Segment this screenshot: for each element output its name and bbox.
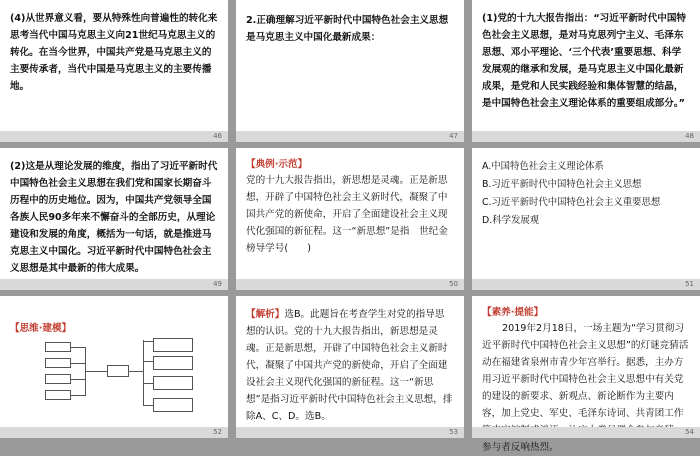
slide-number: 54 — [685, 428, 694, 436]
slide-footer-strip — [472, 279, 700, 290]
diagram-connector — [143, 361, 153, 362]
option-d[interactable]: D.科学发展观 — [482, 215, 540, 226]
diagram-box — [153, 338, 193, 352]
slide-footer-strip — [236, 427, 464, 438]
slide-footer-strip — [236, 131, 464, 142]
diagram-box — [45, 374, 71, 384]
slide-text: (2)这是从理论发展的维度，指出了习近平新时代中国特色社会主义思想在我们党和国家长期奋斗历程中的历史地位。因为，中国共产党领导全国各族人民90多年来不懈奋斗的全部历史，从理论建设和发展的角度，概括为一句话，就是推进马克思主义中国化。习近平新时代中国特色社会主义思想是其中最新的伟大成果。 — [10, 161, 218, 274]
slide-text: (1)党的十九大报告指出：“习近平新时代中国特色社会主义思想，是对马克思列宁主义、毛泽东思想、邓小平理论、‘三个代表’重要思想、科学发展观的继承和发展，是马克思主义中国化最新成果，是党和人民实践经验和集体智慧的结晶，是中国特色社会主义理论体系的重要组成部分。” — [482, 13, 687, 109]
example-tag: 【典例·示范】 — [246, 159, 308, 170]
diagram-box — [45, 358, 71, 368]
slide-52[interactable] — [0, 296, 228, 438]
diagram-connector — [143, 383, 153, 384]
option-a[interactable]: A.中国特色社会主义理论体系 — [482, 161, 604, 172]
slide-49[interactable] — [0, 148, 228, 290]
diagram-box — [45, 342, 71, 352]
concept-map-diagram — [45, 338, 215, 418]
diagram-connector — [71, 347, 85, 348]
slide-number: 46 — [213, 132, 222, 140]
option-c[interactable]: C.习近平新时代中国特色社会主义重要思想 — [482, 197, 661, 208]
slide-footer-strip — [236, 279, 464, 290]
diagram-connector — [71, 379, 85, 380]
slide-text: 党的十九大报告指出，新思想是灵魂。正是新思想，开辟了中国特色社会主义新时代，凝聚了中国共产党的新使命，开启了全面建设社会主义现代化强国的新征程。这一“新思想”是指 世纪金榜导学号( ) — [246, 175, 448, 254]
answer-options — [482, 158, 660, 230]
slide-number: 48 — [685, 132, 694, 140]
diagram-connector — [71, 395, 85, 396]
diagram-connector — [129, 371, 143, 372]
slide-51[interactable] — [472, 148, 700, 290]
slide-text: 2019年2月18日，一场主题为“学习贯彻习近平新时代中国特色社会主义思想”的灯谜竞猜活动在福建省泉州市青少年宫举行。据悉，主办方用习近平新时代中国特色社会主义思想中有关党的建设的新要求、新观点、新论断作为主要内容，加上党史、军史、毛泽东诗词、共青团工作 参与者反响热烈。 — [482, 323, 689, 453]
slide-footer-strip — [0, 279, 228, 290]
slide-48[interactable] — [472, 0, 700, 142]
slide-number: 51 — [685, 280, 694, 288]
slide-54[interactable] — [472, 296, 700, 453]
thinking-model-tag: 【思维·建模】 — [10, 323, 72, 334]
diagram-box — [153, 398, 193, 412]
slide-number: 53 — [449, 428, 458, 436]
slide-footer-strip — [472, 427, 700, 438]
slide-number: 47 — [449, 132, 458, 140]
option-b[interactable]: B.习近平新时代中国特色社会主义思想 — [482, 179, 642, 190]
diagram-box — [153, 376, 193, 390]
analysis-tag: 【解析】 — [246, 309, 285, 320]
diagram-connector — [143, 341, 153, 342]
slide-text — [246, 306, 454, 425]
diagram-connector — [85, 371, 107, 372]
slide-footer-strip — [472, 131, 700, 142]
slide-46[interactable] — [0, 0, 228, 142]
slide-47[interactable] — [236, 0, 464, 142]
diagram-box — [45, 390, 71, 400]
slide-footer-strip — [0, 427, 228, 438]
diagram-connector — [143, 340, 144, 406]
slide-53[interactable] — [236, 296, 464, 438]
literacy-tag: 【素养·提能】 — [482, 307, 544, 318]
slide-footer-strip — [0, 131, 228, 142]
diagram-connector — [71, 363, 85, 364]
analysis-text: 选B。此题旨在考查学生对党的指导思想的认识。党的十九大报告指出，新思想是灵魂。正是新思想，开辟了中国特色社会主义新时代，凝聚了中国共产党的新使命，开启了全面建设社会主义现代化强国的新征程。这一“新思想”是指习近平新时代中国特色社会主义思想，排除A、C、D。选B。 — [246, 309, 453, 422]
diagram-center-box — [107, 365, 129, 377]
slide-number: 49 — [213, 280, 222, 288]
slide-text: 2.正确理解习近平新时代中国特色社会主义思想是马克思主义中国化最新成果： — [246, 15, 449, 43]
slide-number: 50 — [449, 280, 458, 288]
slide-50[interactable] — [236, 148, 464, 290]
diagram-box — [153, 356, 193, 370]
slide-number: 52 — [213, 428, 222, 436]
slide-text: (4)从世界意义看，要从特殊性向普遍性的转化来思考当代中国马克思主义向21世纪马克思主义的转化。在当今世界，中国共产党是马克思主义的主要传承者，当代中国是马克思主义的主要传播地。 — [10, 13, 218, 92]
diagram-connector — [143, 405, 153, 406]
